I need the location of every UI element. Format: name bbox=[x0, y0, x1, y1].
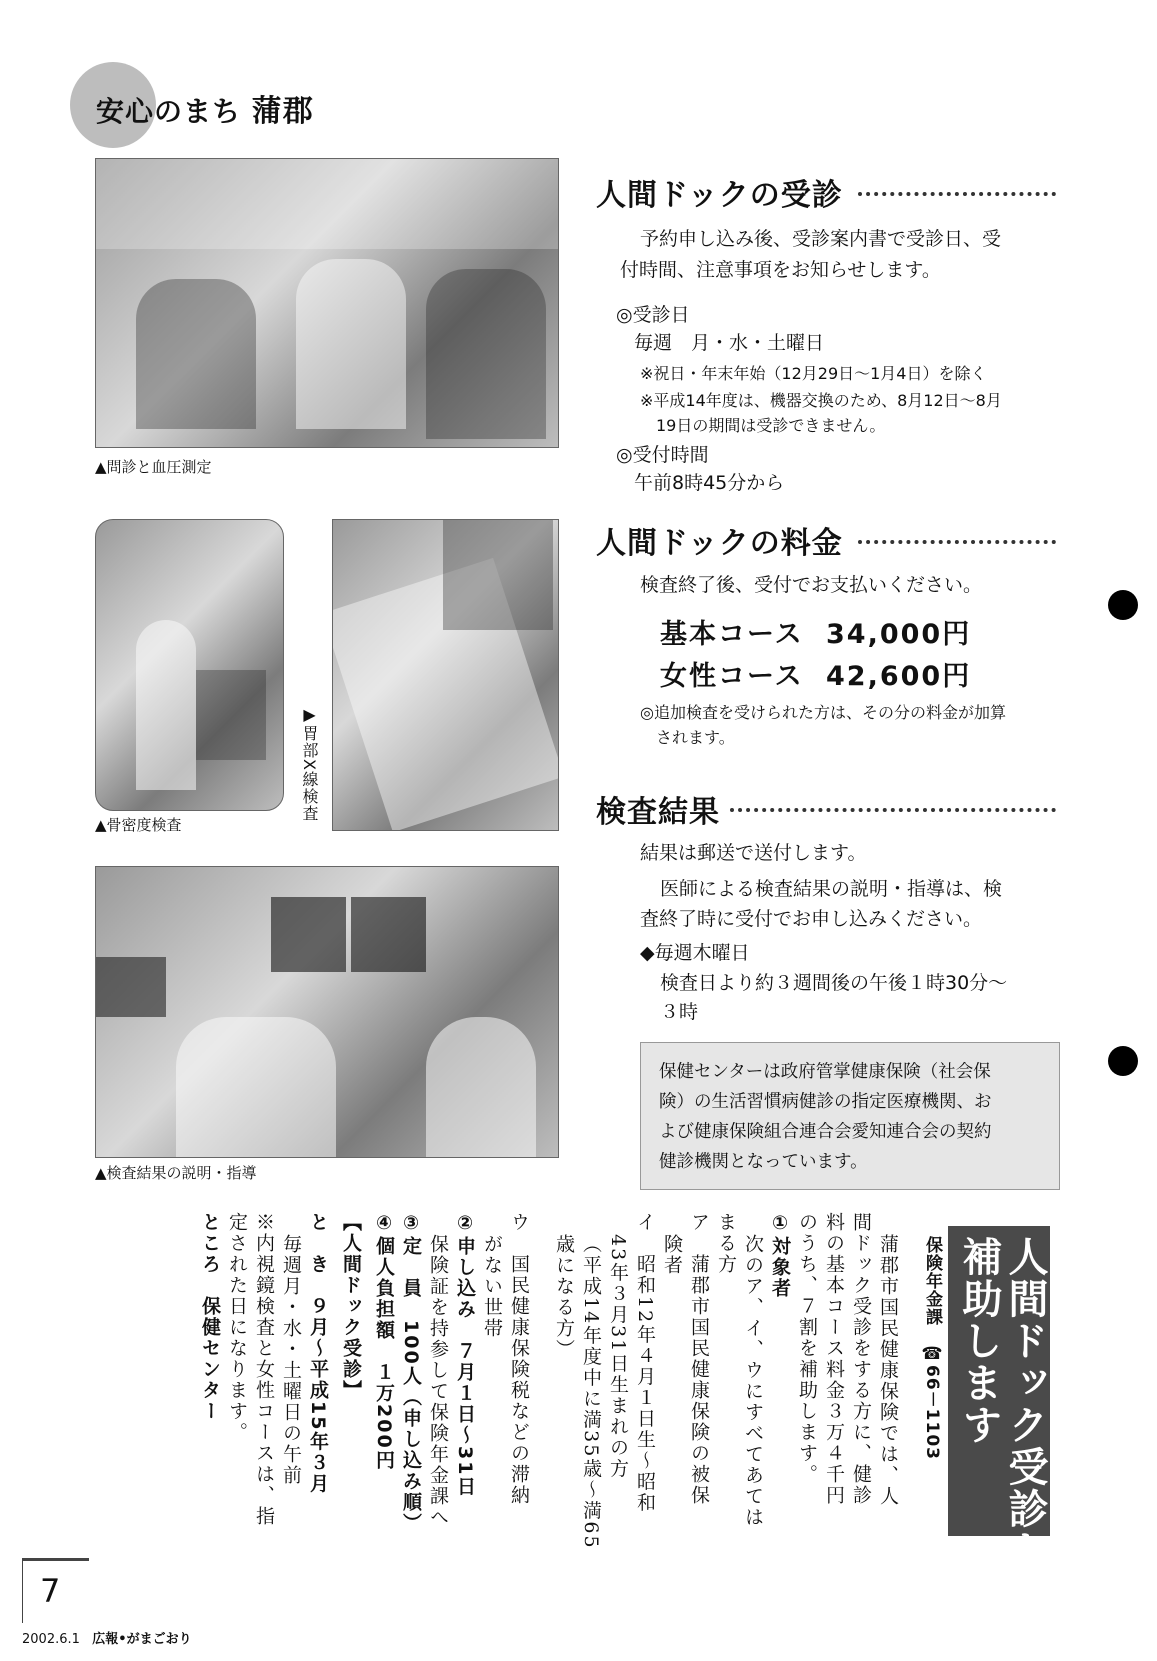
logo-small-text: 安心のまち bbox=[96, 95, 242, 128]
photo-consultation bbox=[95, 158, 559, 448]
extra-exam-note: ◎追加検査を受けられた方は、その分の料金が加算 bbox=[640, 703, 1006, 722]
subsidy-text-column: ウ 国民健康保険税などの滞納 bbox=[508, 1212, 530, 1506]
checkup-heading: 【人間ドック受診】 bbox=[340, 1212, 362, 1401]
title-dotted-rule bbox=[858, 540, 1056, 544]
section-title-checkup: 人間ドックの受診 bbox=[596, 178, 843, 213]
subsidy-text-column: 険者 bbox=[661, 1234, 683, 1276]
application-heading: ②申し込み ７月１日～31日 bbox=[454, 1212, 476, 1498]
notice-line: 険）の生活習慣病健診の指定医療機関、お bbox=[659, 1092, 992, 1112]
photo-caption: ▲骨密度検査 bbox=[95, 816, 182, 834]
subsidy-title-line: 補助します bbox=[956, 1236, 1002, 1446]
logo-city-name: 蒲郡 bbox=[251, 94, 314, 129]
subsidy-title bbox=[956, 1236, 1048, 1572]
reception-time-value: 午前8時45分から bbox=[634, 472, 785, 494]
location-text: ところ 保健センター bbox=[199, 1212, 221, 1422]
footer bbox=[22, 1628, 192, 1647]
subsidy-text-column: （平成14年度中に満35歳～満65 bbox=[580, 1234, 602, 1550]
intro-text: 付時間、注意事項をお知らせします。 bbox=[620, 259, 941, 281]
subsidy-text-column bbox=[338, 1212, 365, 1401]
subsidy-text-column bbox=[197, 1212, 224, 1422]
subsidy-text-column: 43年３月31日生まれの方 bbox=[607, 1234, 629, 1480]
equipment-note: 19日の期間は受診できません。 bbox=[656, 416, 886, 435]
eligibility-heading: ①対象者 bbox=[769, 1212, 791, 1299]
photo-stomach-xray bbox=[332, 519, 559, 831]
binder-hole-mark bbox=[1108, 590, 1138, 620]
checkup-day-label: ◎受診日 bbox=[616, 304, 690, 326]
publication-name: 広報•がまごおり bbox=[92, 1632, 192, 1647]
subsidy-text-column: のうち、７割を補助します。 bbox=[796, 1212, 818, 1485]
photo-results-explanation bbox=[95, 866, 559, 1158]
section-title-fee: 人間ドックの料金 bbox=[596, 526, 843, 561]
basic-course-name: 基本コース bbox=[660, 619, 804, 650]
binder-hole-mark bbox=[1108, 1046, 1138, 1076]
subsidy-text-column: がない世帯 bbox=[481, 1234, 503, 1339]
results-detail: ３時 bbox=[660, 1001, 699, 1023]
results-day-label: ◆毎週木曜日 bbox=[640, 942, 750, 964]
fee-intro: 検査終了後、受付でお支払いください。 bbox=[640, 574, 983, 596]
subsidy-text-column: まる方 bbox=[715, 1212, 737, 1275]
subsidy-text-column: 蒲郡市国民健康保険では、人 bbox=[877, 1234, 899, 1507]
extra-exam-note: されます。 bbox=[656, 728, 735, 747]
notice-line: 保健センターは政府管掌健康保険（社会保 bbox=[659, 1062, 991, 1082]
department-contact: 保険年金課 ☎66－1103 bbox=[922, 1236, 942, 1460]
results-text: 結果は郵送で送付します。 bbox=[640, 842, 867, 864]
subsidy-text-column: 料の基本コース料金３万４千円 bbox=[823, 1212, 845, 1506]
results-detail: 検査日より約３週間後の午後１時30分～ bbox=[660, 972, 1008, 994]
subsidy-text-column: ア 蒲郡市国民健康保険の被保 bbox=[688, 1212, 710, 1506]
issue-date: 2002.6.1 bbox=[22, 1632, 80, 1647]
notice-line: 健診機関となっています。 bbox=[659, 1152, 868, 1172]
cost-heading: ④個人負担額 １万200円 bbox=[373, 1212, 395, 1471]
section-title-results: 検査結果 bbox=[596, 795, 720, 830]
notice-box bbox=[640, 1042, 1060, 1190]
results-text: 医師による検査結果の説明・指導は、検 bbox=[660, 878, 1003, 900]
subsidy-text-column: ※内視鏡検査と女性コースは、指 bbox=[253, 1212, 275, 1527]
title-dotted-rule bbox=[730, 808, 1056, 812]
intro-text: 予約申し込み後、受診案内書で受診日、受 bbox=[640, 228, 1002, 250]
basic-course-price: 34,000円 bbox=[826, 619, 972, 650]
photo-caption: ▲検査結果の説明・指導 bbox=[95, 1164, 257, 1182]
subsidy-text-column: 次のア、イ、ウにすべてあては bbox=[742, 1234, 764, 1528]
reception-time-label: ◎受付時間 bbox=[616, 444, 709, 466]
subsidy-text-column: 毎週月・水・土曜日の午前 bbox=[280, 1234, 302, 1486]
subsidy-text-column: 定された日になります。 bbox=[226, 1212, 248, 1443]
subsidy-text-column: 歳になる方） bbox=[553, 1234, 575, 1360]
subsidy-text-column bbox=[767, 1212, 794, 1299]
holiday-note: ※祝日・年末年始（12月29日～1月4日）を除く bbox=[640, 364, 987, 383]
notice-line: よび健康保険組合連合会愛知連合会の契約 bbox=[659, 1122, 992, 1142]
subsidy-text-column: 間ドック受診をする方に、健診 bbox=[850, 1212, 872, 1506]
page-number: 7 bbox=[40, 1572, 61, 1610]
schedule-text: と き ９月～平成15年３月 bbox=[307, 1212, 329, 1495]
photo-bone-density bbox=[95, 519, 284, 811]
subsidy-text-column: イ 昭和12年４月１日生～昭和 bbox=[634, 1212, 656, 1514]
subsidy-text-column bbox=[398, 1212, 425, 1534]
subsidy-title-line: 人間ドック受診を bbox=[1002, 1236, 1048, 1572]
women-course-name: 女性コース bbox=[660, 661, 804, 692]
subsidy-text-column bbox=[452, 1212, 479, 1497]
equipment-note: ※平成14年度は、機器交換のため、8月12日～8月 bbox=[640, 391, 1002, 410]
women-course-price: 42,600円 bbox=[826, 661, 972, 692]
results-text: 査終了時に受付でお申し込みください。 bbox=[640, 908, 983, 930]
subsidy-text-column bbox=[305, 1212, 332, 1494]
logo bbox=[96, 86, 314, 130]
capacity-heading: ③定 員 100人（申し込み順） bbox=[400, 1212, 422, 1534]
title-dotted-rule bbox=[858, 192, 1056, 196]
subsidy-text-column: 保険証を持参して保険年金課へ bbox=[427, 1234, 449, 1528]
photo-caption: ▲問診と血圧測定 bbox=[95, 458, 212, 476]
photo-caption-vertical: ▶胃部X線検査 bbox=[300, 705, 319, 822]
subsidy-text-column bbox=[371, 1212, 398, 1471]
checkup-day-value: 毎週 月・水・土曜日 bbox=[634, 332, 825, 354]
